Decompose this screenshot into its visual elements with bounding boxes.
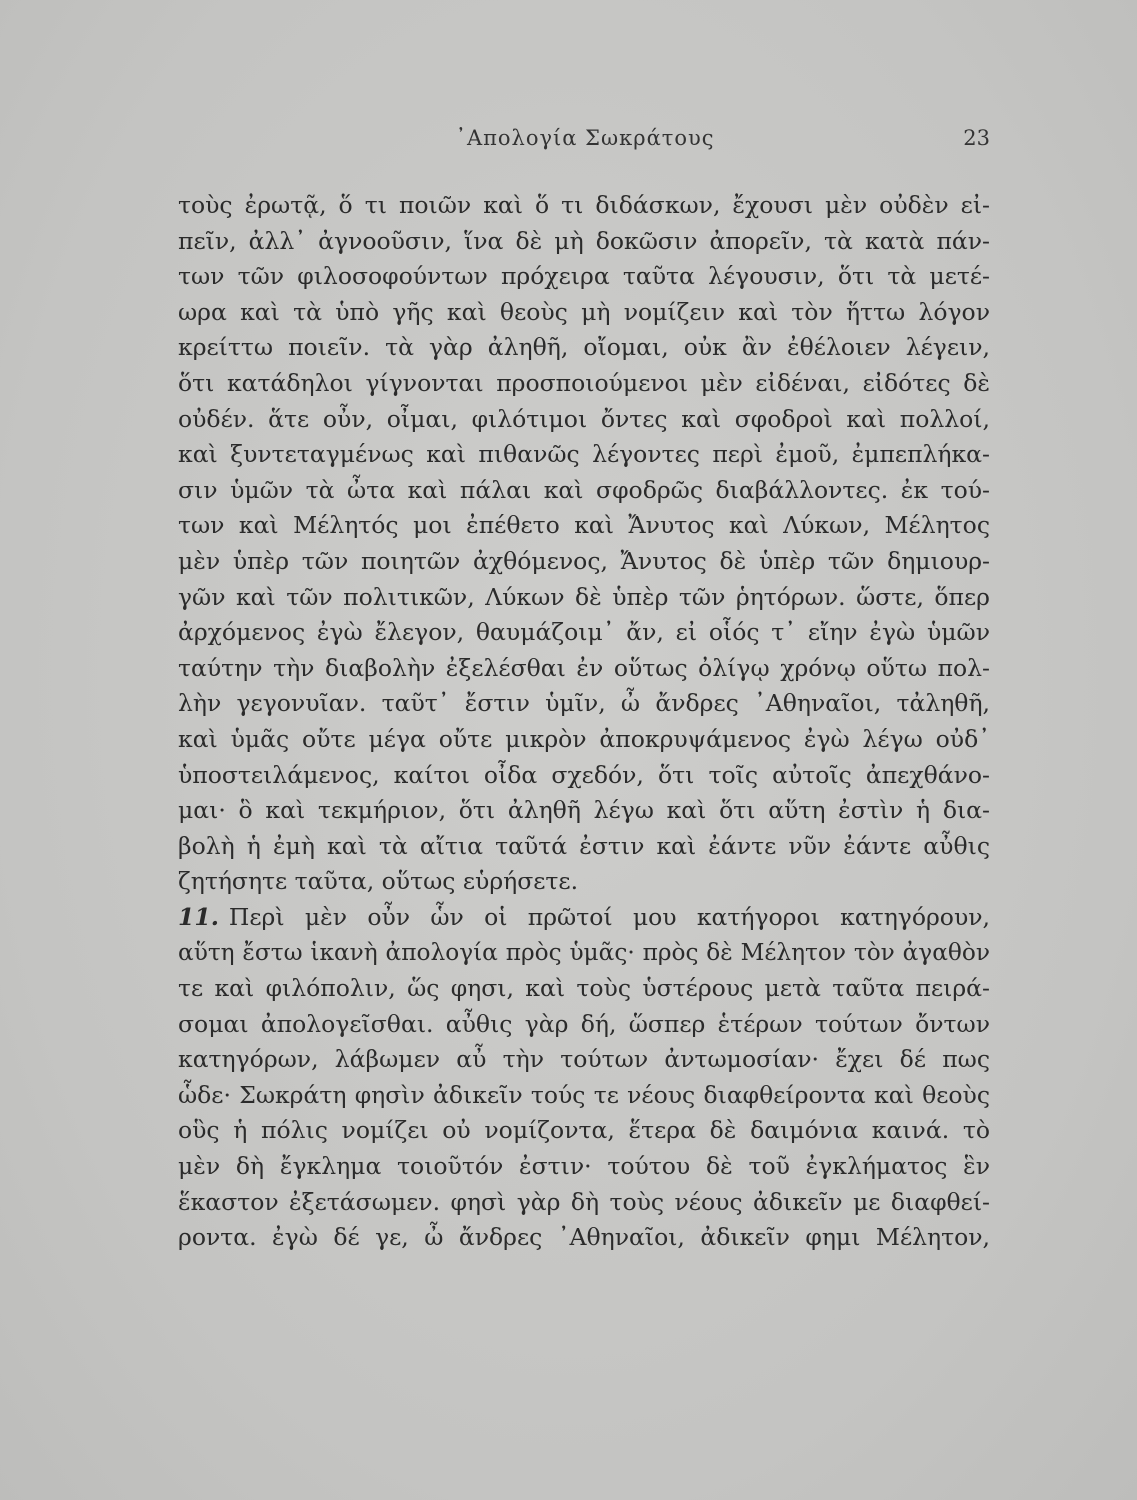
text-line: ἀρχόμενος ἐγὼ ἔλεγον, θαυμάζοιμ᾽ ἄν, εἰ οἷός τ᾽ εἴην ἐγὼ ὑμῶν (178, 618, 990, 647)
text-line: μὲν ὑπὲρ τῶν ποιητῶν ἀχθόμενος, Ἄνυτος δὲ ὑπὲρ τῶν δημιουρ- (178, 546, 990, 575)
text-line: κατηγόρων, λάβωμεν αὖ τὴν τούτων ἀντωμοσίαν· ἔχει δέ πως (178, 1045, 990, 1074)
section-number: 11. (178, 902, 219, 931)
text-line: ωρα καὶ τὰ ὑπὸ γῆς καὶ θεοὺς μὴ νομίζειν καὶ τὸν ἥττω λόγον (178, 297, 990, 326)
text-line: ταύτην τὴν διαβολὴν ἐξελέσθαι ἐν οὕτως ὀλίγῳ χρόνῳ οὕτω πολ- (178, 653, 990, 682)
running-title: ᾿Απολογία Σωκράτους (455, 126, 715, 150)
text-line: ὑποστειλάμενος, καίτοι οἶδα σχεδόν, ὅτι τοῖς αὐτοῖς ἀπεχθάνο- (178, 760, 990, 789)
text-line: ἕκαστον ἐξετάσωμεν. φησὶ γὰρ δὴ τοὺς νέους ἀδικεῖν με διαφθεί- (178, 1187, 990, 1216)
text-line: μαι· ὃ καὶ τεκμήριον, ὅτι ἀληθῆ λέγω καὶ ὅτι αὕτη ἐστὶν ἡ δια- (178, 796, 990, 825)
text-line: βολὴ ἡ ἐμὴ καὶ τὰ αἴτια ταῦτά ἐστιν καὶ ἐάντε νῦν ἐάντε αὖθις (178, 831, 990, 860)
text-line: ὅτι κατάδηλοι γίγνονται προσποιούμενοι μὲν εἰδέναι, εἰδότες δὲ (178, 368, 990, 397)
page-number: 23 (963, 126, 990, 150)
text-line: σομαι ἀπολογεῖσθαι. αὖθις γὰρ δή, ὥσπερ ἑτέρων τούτων ὄντων (178, 1009, 990, 1038)
text-line: πεῖν, ἀλλ᾽ ἀγνοοῦσιν, ἵνα δὲ μὴ δοκῶσιν ἀπορεῖν, τὰ κατὰ πάν- (178, 226, 990, 255)
text-line: Περὶ μὲν οὖν ὧν οἱ πρῶτοί μου κατήγοροι κατηγόρουν, (228, 902, 990, 931)
text-line: ζητήσητε ταῦτα, οὕτως εὑρήσετε. (178, 867, 579, 896)
body-text (178, 188, 990, 1256)
text-line: τε καὶ φιλόπολιν, ὥς φησι, καὶ τοὺς ὑστέρους μετὰ ταῦτα πειρά- (178, 974, 990, 1003)
text-line: των τῶν φιλοσοφούντων πρόχειρα ταῦτα λέγουσιν, ὅτι τὰ μετέ- (178, 262, 990, 291)
paragraph-first-line (178, 900, 990, 936)
paragraph-2 (178, 900, 990, 1256)
text-line: οὓς ἡ πόλις νομίζει οὐ νομίζοντα, ἕτερα δὲ δαιμόνια καινά. τὸ (178, 1116, 990, 1145)
text-line: καὶ ὑμᾶς οὔτε μέγα οὔτε μικρὸν ἀποκρυψάμενος ἐγὼ λέγω οὐδ᾽ (178, 724, 990, 753)
paragraph-1 (178, 188, 990, 900)
text-line: κρείττω ποιεῖν. τὰ γὰρ ἀληθῆ, οἴομαι, οὐκ ἂν ἐθέλοιεν λέγειν, (178, 333, 990, 362)
text-line: ὧδε· Σωκράτη φησὶν ἀδικεῖν τούς τε νέους διαφθείροντα καὶ θεοὺς (178, 1080, 990, 1109)
running-head (180, 126, 990, 162)
text-line: γῶν καὶ τῶν πολιτικῶν, Λύκων δὲ ὑπὲρ τῶν ῥητόρων. ὥστε, ὅπερ (178, 582, 990, 611)
text-line: σιν ὑμῶν τὰ ὦτα καὶ πάλαι καὶ σφοδρῶς διαβάλλοντες. ἐκ τού- (178, 475, 990, 504)
text-line: τοὺς ἐρωτᾷ, ὅ τι ποιῶν καὶ ὅ τι διδάσκων, ἔχουσι μὲν οὐδὲν εἰ- (178, 191, 990, 219)
text-line: ροντα. ἐγὼ δέ γε, ὦ ἄνδρες ᾿Αθηναῖοι, ἀδικεῖν φημι Μέλητον, (178, 1223, 990, 1252)
text-line: των καὶ Μέλητός μοι ἐπέθετο καὶ Ἄνυτος καὶ Λύκων, Μέλητος (178, 511, 990, 540)
text-line: καὶ ξυντεταγμένως καὶ πιθανῶς λέγοντες περὶ ἐμοῦ, ἐμπεπλήκα- (178, 440, 990, 469)
text-line: αὕτη ἔστω ἱκανὴ ἀπολογία πρὸς ὑμᾶς· πρὸς δὲ Μέλητον τὸν ἀγαθὸν (178, 939, 990, 967)
text-line: λὴν γεγονυῖαν. ταῦτ᾽ ἔστιν ὑμῖν, ὦ ἄνδρες ᾿Αθηναῖοι, τἀληθῆ, (178, 689, 990, 718)
text-line: μὲν δὴ ἔγκλημα τοιοῦτόν ἐστιν· τούτου δὲ τοῦ ἐγκλήματος ἓν (178, 1152, 990, 1181)
text-line: οὐδέν. ἅτε οὖν, οἶμαι, φιλότιμοι ὄντες καὶ σφοδροὶ καὶ πολλοί, (178, 404, 990, 433)
